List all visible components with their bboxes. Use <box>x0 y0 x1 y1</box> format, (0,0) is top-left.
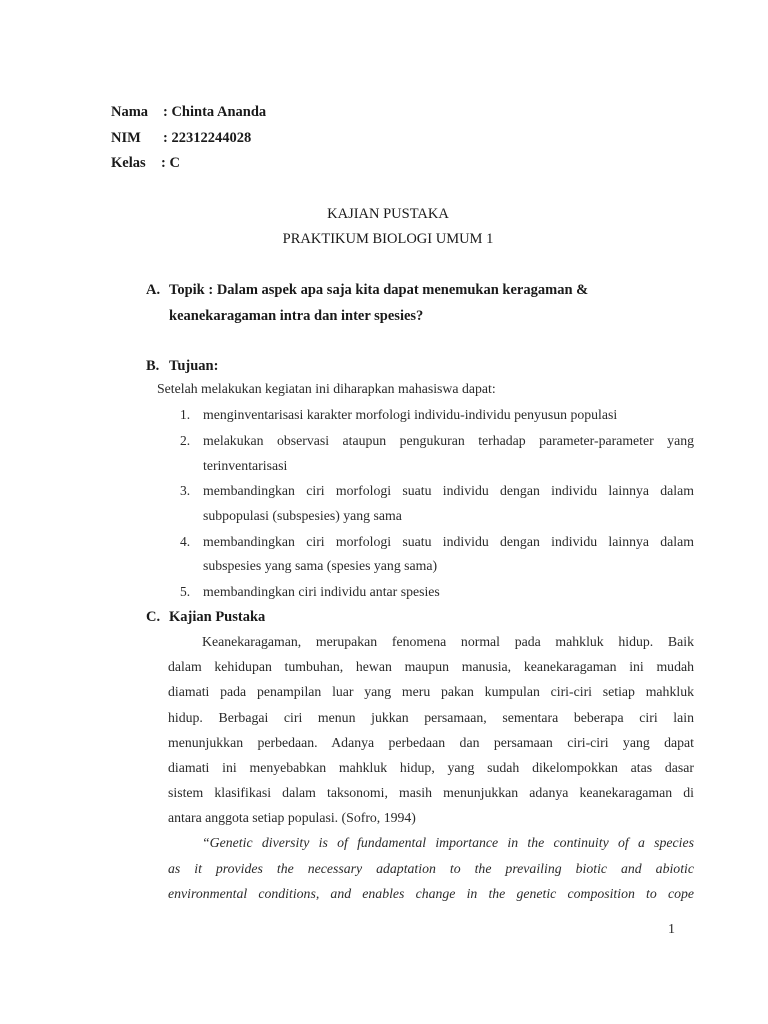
quote-line: as it provides the necessary adaptation to the prevailing biotic and abiotic <box>168 861 694 876</box>
quote-line: environmental conditions, and enables change in the genetic composition to cope <box>168 886 694 901</box>
list-item-number: 4. <box>180 534 191 549</box>
document-title: KAJIAN PUSTAKA <box>327 206 449 222</box>
document-subtitle: PRAKTIKUM BIOLOGI UMUM 1 <box>282 231 494 247</box>
paragraph-line: antara anggota setiap populasi. (Sofro, 1994) <box>168 810 416 825</box>
paragraph-line: hidup. Berbagai ciri menun jukkan persamaan, sementara beberapa ciri lain <box>168 710 694 725</box>
section-c-letter: C. <box>146 609 161 625</box>
list-item-text: membandingkan ciri individu antar spesies <box>203 584 440 599</box>
list-item-number: 2. <box>180 433 191 448</box>
list-item-text: melakukan observasi ataupun pengukuran terhadap parameter-parameter yang <box>203 433 694 448</box>
list-item-text: membandingkan ciri morfologi suatu individu dengan individu lainnya dalam <box>203 534 694 549</box>
paragraph-line: diamati pada penampilan luar yang meru pakan kumpulan ciri-ciri setiap mahkluk <box>168 684 694 699</box>
paragraph-line: Keanekaragaman, merupakan fenomena normal pada mahkluk hidup. Baik <box>202 634 694 649</box>
paragraph-line: sistem klasifikasi dalam taksonomi, masih menunjukkan adanya keanekaragaman di <box>168 785 694 800</box>
quote-line: “Genetic diversity is of fundamental importance in the continuity of a species <box>202 835 694 850</box>
list-item-text: subspesies yang sama (spesies yang sama) <box>203 558 438 573</box>
paragraph-line: diamati ini menyebabkan mahkluk hidup, yang sudah dikelompokkan atas dasar <box>168 760 694 775</box>
section-a-letter: A. <box>146 282 161 298</box>
section-b-letter: B. <box>146 358 160 374</box>
class-label: Kelas <box>111 155 146 171</box>
list-item-number: 3. <box>180 483 191 498</box>
paragraph-line: menunjukkan perbedaan. Adanya perbedaan dan persamaan ciri-ciri yang dapat <box>168 735 694 750</box>
section-a-topic-line2: keanekaragaman intra dan inter spesies? <box>169 308 424 324</box>
name-label: Nama <box>111 104 149 120</box>
section-a-topic-line1: Topik : Dalam aspek apa saja kita dapat menemukan keragaman & <box>169 282 589 298</box>
nim-label: NIM <box>111 129 141 146</box>
list-item-text: membandingkan ciri morfologi suatu individu dengan individu lainnya dalam <box>203 483 694 498</box>
section-b-intro: Setelah melakukan kegiatan ini diharapkan mahasiswa dapat: <box>157 381 496 396</box>
list-item-number: 1. <box>180 407 191 422</box>
list-item-text: subpopulasi (subspesies) yang sama <box>203 508 402 523</box>
class-value: : C <box>161 155 180 171</box>
section-b-title: Tujuan: <box>169 358 219 374</box>
name-value: : Chinta Ananda <box>163 104 267 120</box>
section-c-title: Kajian Pustaka <box>169 609 266 625</box>
list-item-number: 5. <box>180 584 191 599</box>
page-number: 1 <box>668 922 675 937</box>
paragraph-line: dalam kehidupan tumbuhan, hewan maupun manusia, keanekaragaman ini mudah <box>168 659 694 674</box>
list-item-text: terinventarisasi <box>203 458 288 473</box>
list-item-text: menginventarisasi karakter morfologi individu-individu penyusun populasi <box>203 407 618 422</box>
nim-value: : 22312244028 <box>163 129 252 146</box>
